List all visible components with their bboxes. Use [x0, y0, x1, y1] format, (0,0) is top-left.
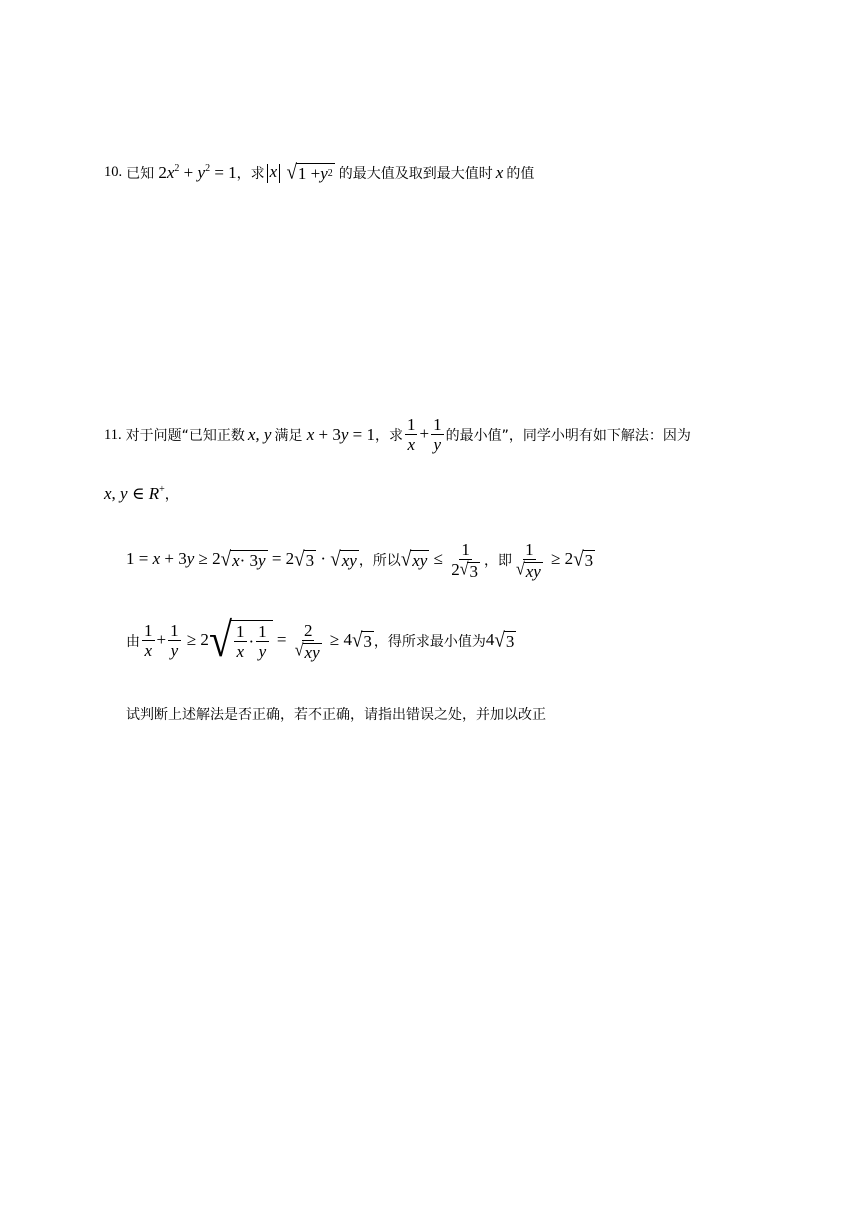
problem-11-am-gm-step: $\frac{1}{x}$ + $\frac{1}{y}$ ≥ 2 √ $\frac{1}{x}$ · $\frac{1}{y}$ = 2 √ xy ≥ 4 √ 3: [144, 614, 372, 668]
problem-11-result-text: ，得所求最小值为: [373, 634, 486, 650]
problem-11-sqrt-bound: √ xy ≤ 1 2 √ 3: [400, 540, 478, 582]
problem-11-domain: x, y ∈ R+: [104, 484, 165, 503]
problem-11-satisfy-text: 满足: [274, 428, 303, 444]
problem-11-so-text: ，所以: [358, 553, 401, 570]
problem-11-target-expression: $\frac{1}{x}$ + $\frac{1}{y}$: [406, 415, 442, 454]
problem-10-x-var: x: [495, 162, 504, 182]
problem-11-number: 11.: [104, 426, 122, 443]
problem-11-vars: x, y: [247, 425, 272, 444]
problem-11-find-text: ，求: [374, 428, 403, 444]
problem-11-inequality-chain: 1 = x + 3y ≥ 2 √ x · 3 y = 2 √ 3 · √ xy: [126, 547, 357, 571]
problem-11-intro-text: 对于问题“已知正数: [125, 428, 245, 444]
problem-11-ie-text: ，即: [483, 553, 512, 570]
problem-11-line-2: [104, 484, 179, 504]
problem-10-find-text: ，求: [236, 165, 265, 182]
problem-10-known-text: 已知: [126, 165, 155, 182]
problem-11-result-value: 4 √ 3: [485, 628, 515, 652]
problem-10-rest-text: 的最大值及取到最大值时: [338, 165, 493, 182]
problem-11-comma: ，: [164, 487, 179, 503]
problem-10-number: 10.: [104, 164, 123, 181]
problem-11-line-4: [126, 614, 516, 668]
problem-11-line-3: [126, 540, 595, 580]
problem-10-expression: x √ 1 + y 2: [265, 162, 335, 184]
problem-11-line-1: [104, 415, 691, 455]
problem-11-reciprocal-bound: 1 √ xy ≥ 2 √ 3: [515, 540, 594, 582]
problem-11-min-text: 的最小值”，同学小明有如下解法：因为: [445, 428, 691, 444]
problem-11-line-5: [126, 704, 546, 724]
problem-11-by-text: 由: [126, 634, 140, 650]
problem-10-equation: $2x^2 + y^2 = 1$: [154, 162, 237, 182]
problem-11-judge-text: 试判断上述解法是否正确，若不正确，请指出错误之处，并加以改正: [126, 707, 546, 723]
problem-11-constraint: x + 3y = 1: [306, 425, 375, 444]
problem-10: [104, 162, 534, 184]
problem-10-end-text: 的值: [506, 165, 535, 182]
